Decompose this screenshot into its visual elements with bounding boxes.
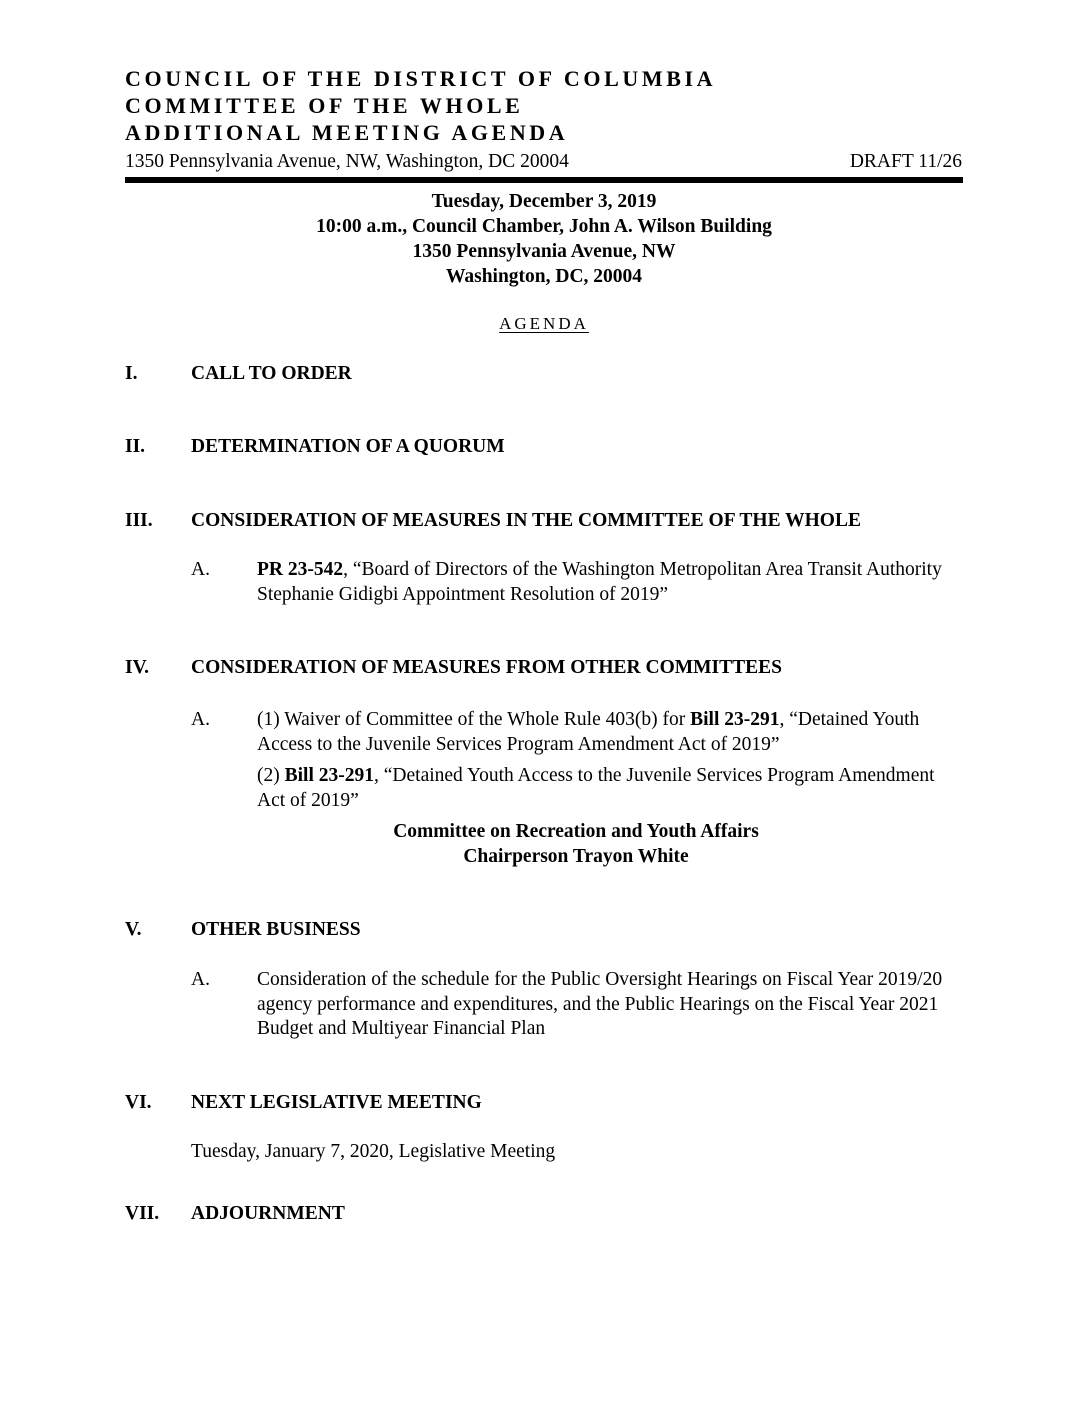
section-4-number: IV.: [125, 657, 150, 678]
section-3-item-a-text: [257, 558, 957, 607]
committee-chairperson: Chairperson Trayon White: [463, 846, 689, 867]
section-3-item-a-letter: A.: [191, 559, 210, 580]
committee-name: Committee on Recreation and Youth Affairs: [393, 821, 759, 842]
meeting-time-place: 10:00 a.m., Council Chamber, John A. Wilson Building: [316, 216, 772, 237]
agenda-heading-text: AGENDA: [499, 314, 589, 333]
section-3-title: CONSIDERATION OF MEASURES IN THE COMMITTEE OF THE WHOLE: [191, 510, 861, 531]
draft-label: DRAFT 11/26: [849, 151, 962, 172]
section-5-item-a-text: Consideration of the schedule for the Public Oversight Hearings on Fiscal Year 2019/20 agency performance and expenditures, and the Public Hearings on the Fiscal Year 2021 Budget and Multiyear Financial Plan: [257, 969, 943, 1039]
section-2-title: DETERMINATION OF A QUORUM: [191, 436, 505, 457]
section-2-number: II.: [125, 436, 146, 457]
header-divider: [125, 177, 963, 183]
committee-title: COMMITTEE OF THE WHOLE: [125, 93, 524, 118]
measure-title: , “Detained Youth Access to the Juvenile Services Program Amendment Act of 2019”: [257, 765, 935, 811]
section-5-number: V.: [125, 919, 142, 940]
section-1-title: CALL TO ORDER: [191, 363, 352, 384]
meeting-date: Tuesday, December 3, 2019: [431, 191, 657, 212]
section-7-title: ADJOURNMENT: [191, 1203, 345, 1224]
meeting-city: Washington, DC, 20004: [445, 266, 643, 287]
section-4-item-a-letter: A.: [191, 709, 210, 730]
section-4-item-a-part-2: [257, 764, 957, 813]
section-5-item-a-letter: A.: [191, 969, 210, 990]
meeting-street: 1350 Pennsylvania Avenue, NW: [412, 241, 676, 262]
waiver-text: (1) Waiver of Committee of the Whole Rule 403(b) for: [257, 709, 691, 730]
measure-bill-23-291: Bill 23-291: [284, 765, 375, 786]
section-5-title: OTHER BUSINESS: [191, 919, 361, 940]
measure-title: , “Board of Directors of the Washington Metropolitan Area Transit Authority Stephanie Gidigbi Appointment Resolution of 2019”: [257, 559, 942, 605]
section-6-number: VI.: [125, 1092, 152, 1113]
section-4-item-a-part-1: [257, 708, 957, 757]
agenda-type-title: ADDITIONAL MEETING AGENDA: [125, 120, 569, 145]
measure-bill-23-291: Bill 23-291: [690, 709, 780, 730]
section-4-title: CONSIDERATION OF MEASURES FROM OTHER COMMITTEES: [191, 657, 783, 678]
agenda-heading: [0, 313, 1088, 335]
next-meeting-date: Tuesday, January 7, 2020, Legislative Meeting: [191, 1141, 556, 1162]
measure-pr-23-542: PR 23-542: [257, 559, 344, 580]
section-3-number: III.: [125, 510, 153, 531]
header-address: 1350 Pennsylvania Avenue, NW, Washington, DC 20004: [125, 151, 569, 172]
section-6-title: NEXT LEGISLATIVE MEETING: [191, 1092, 482, 1113]
section-1-number: I.: [125, 363, 138, 384]
section-7-number: VII.: [125, 1203, 160, 1224]
measure-title: , “Detained Youth Access to the Juvenile Services Program Amendment Act of 2019”: [257, 709, 920, 755]
part-number: (2): [257, 765, 285, 786]
council-title: COUNCIL OF THE DISTRICT OF COLUMBIA: [125, 66, 717, 91]
